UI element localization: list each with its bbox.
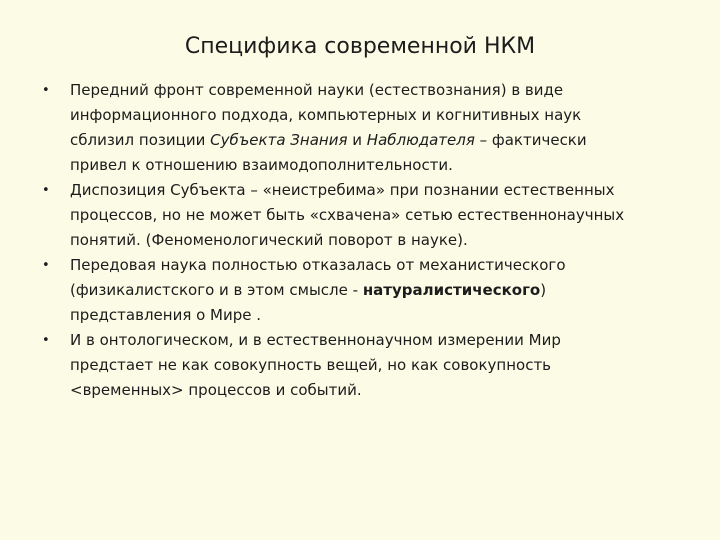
bullet-item-2 (42, 178, 642, 253)
bullet-marker: • (42, 83, 50, 98)
bullet-text: Диспозиция Субъекта – «неистребима» при познании естественных процессов, но не может быть «схвачена» сетью естественнонаучных понятий. (Феноменологический поворот в науке). (70, 181, 625, 249)
bullet-item-4 (42, 328, 642, 403)
bullet-text: и (347, 131, 367, 149)
bullet-item-3 (42, 253, 642, 328)
bullet-italic-text: Субъекта Знания (210, 131, 348, 149)
bullet-marker: • (42, 333, 50, 348)
bullet-text: – фактически привел к отношению взаимодополнительности. (70, 131, 587, 174)
bullet-marker: • (42, 258, 50, 273)
bullet-marker: • (42, 183, 50, 198)
bullet-bold-text: натуралистического (362, 281, 541, 299)
bullet-text: Передовая наука полностью отказалась от механистического (физикалистского и в этом смысле - (70, 256, 566, 299)
bullet-text: ) представления о Мире . (70, 281, 547, 324)
slide-title: Специфика современной НКМ (184, 34, 536, 59)
bullet-text: И в онтологическом, и в естественнонаучном измерении Мир предстает не как совокупность вещей, но как совокупность <временных> процессов и событий. (70, 331, 561, 399)
bullet-italic-text: Наблюдателя (366, 131, 475, 149)
bullet-item-1 (42, 78, 642, 178)
bullet-text: Передний фронт современной науки (естествознания) в виде информационного подхода, компьютерных и когнитивных наук сблизил позиции (70, 81, 582, 149)
bullet-list (42, 78, 642, 403)
